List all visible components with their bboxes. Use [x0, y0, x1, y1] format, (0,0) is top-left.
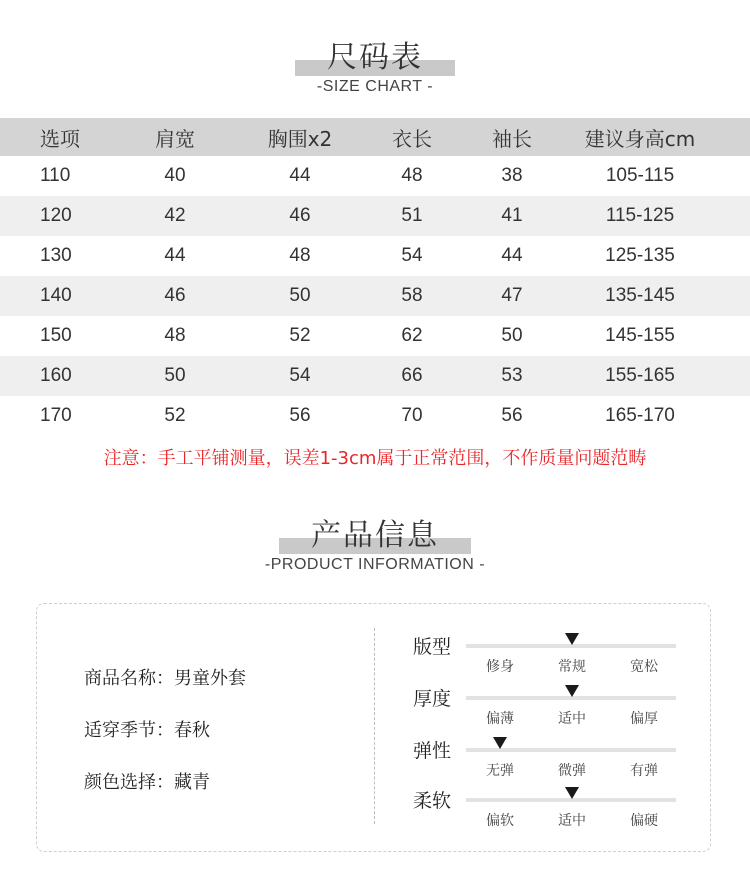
table-header-cell: 衣长 — [392, 126, 432, 151]
product-info-title: 产品信息 — [0, 510, 750, 554]
table-cell: 44 — [289, 165, 311, 186]
table-header-cell: 肩宽 — [155, 126, 195, 151]
selected-marker-icon — [493, 737, 507, 749]
attribute-label: 弹性 — [413, 740, 452, 762]
selected-marker-icon — [565, 787, 579, 799]
attribute-option: 宽松 — [630, 659, 658, 675]
table-row — [0, 316, 750, 356]
table-cell: 110 — [40, 165, 71, 186]
table-cell: 44 — [164, 245, 186, 266]
table-cell: 56 — [501, 405, 523, 426]
attribute-option: 偏硬 — [630, 813, 658, 829]
attribute-option: 适中 — [558, 711, 586, 727]
table-cell: 165-170 — [605, 405, 675, 426]
table-cell: 105-115 — [605, 165, 675, 186]
table-cell: 155-165 — [605, 365, 675, 386]
table-cell: 48 — [289, 245, 311, 266]
table-cell: 150 — [40, 325, 72, 346]
size-chart-title: 尺码表 — [0, 32, 750, 76]
table-cell: 66 — [401, 365, 423, 386]
attribute-label: 厚度 — [413, 688, 452, 710]
attribute-option: 偏薄 — [486, 711, 514, 727]
table-cell: 58 — [401, 285, 423, 306]
table-cell: 54 — [401, 245, 423, 266]
table-cell: 47 — [501, 285, 523, 306]
table-cell: 135-145 — [605, 285, 675, 306]
table-cell: 41 — [501, 205, 523, 226]
table-row — [0, 196, 750, 236]
size-table — [0, 118, 750, 436]
attribute-label: 柔软 — [413, 790, 452, 812]
size-chart-subtitle: -SIZE CHART - — [316, 78, 434, 95]
selected-marker-icon — [565, 685, 579, 697]
table-cell: 48 — [401, 165, 423, 186]
table-cell: 50 — [164, 365, 186, 386]
measurement-note: 注意：手工平铺测量，误差1-3cm属于正常范围，不作质量问题范畴 — [103, 448, 647, 469]
table-cell: 44 — [501, 245, 523, 266]
table-row — [0, 276, 750, 316]
table-cell: 70 — [401, 405, 423, 426]
product-info-subtitle: -PRODUCT INFORMATION - — [264, 556, 486, 573]
table-cell: 52 — [289, 325, 311, 346]
table-cell: 145-155 — [605, 325, 675, 346]
table-cell: 48 — [164, 325, 186, 346]
table-cell: 46 — [289, 205, 311, 226]
table-cell: 54 — [289, 365, 311, 386]
table-cell: 56 — [289, 405, 311, 426]
table-cell: 125-135 — [605, 245, 675, 266]
table-cell: 40 — [164, 165, 186, 186]
table-cell: 51 — [401, 205, 423, 226]
product-color: 颜色选择：藏青 — [84, 772, 210, 793]
selected-marker-icon — [565, 633, 579, 645]
table-cell: 160 — [40, 365, 72, 386]
table-cell: 52 — [164, 405, 186, 426]
attribute-option: 修身 — [486, 659, 514, 675]
table-header-cell: 建议身高cm — [584, 126, 696, 151]
table-header-row — [0, 118, 750, 156]
table-cell: 50 — [289, 285, 311, 306]
attribute-option: 适中 — [558, 813, 586, 829]
table-row — [0, 236, 750, 276]
attribute-option: 常规 — [558, 659, 586, 675]
table-cell: 53 — [501, 365, 523, 386]
product-name: 商品名称：男童外套 — [84, 668, 246, 689]
attribute-option: 有弹 — [630, 763, 658, 779]
table-cell: 140 — [40, 285, 72, 306]
attribute-label: 版型 — [413, 636, 452, 658]
table-cell: 42 — [164, 205, 186, 226]
table-cell: 115-125 — [605, 205, 675, 226]
table-cell: 46 — [164, 285, 186, 306]
table-cell: 50 — [501, 325, 523, 346]
table-cell: 170 — [40, 405, 72, 426]
info-divider — [374, 628, 375, 824]
attribute-option: 无弹 — [486, 763, 514, 779]
table-row — [0, 356, 750, 396]
table-header-cell: 胸围x2 — [267, 126, 333, 151]
attribute-option: 偏软 — [486, 813, 514, 829]
table-cell: 130 — [40, 245, 72, 266]
table-cell: 62 — [401, 325, 423, 346]
product-season: 适穿季节：春秋 — [84, 720, 210, 741]
table-cell: 38 — [501, 165, 523, 186]
table-header-cell: 选项 — [40, 126, 80, 151]
table-header-cell: 袖长 — [492, 126, 532, 151]
table-row — [0, 396, 750, 436]
table-cell: 120 — [40, 205, 72, 226]
attribute-option: 偏厚 — [630, 711, 658, 727]
table-row — [0, 156, 750, 196]
attribute-option: 微弹 — [558, 763, 586, 779]
